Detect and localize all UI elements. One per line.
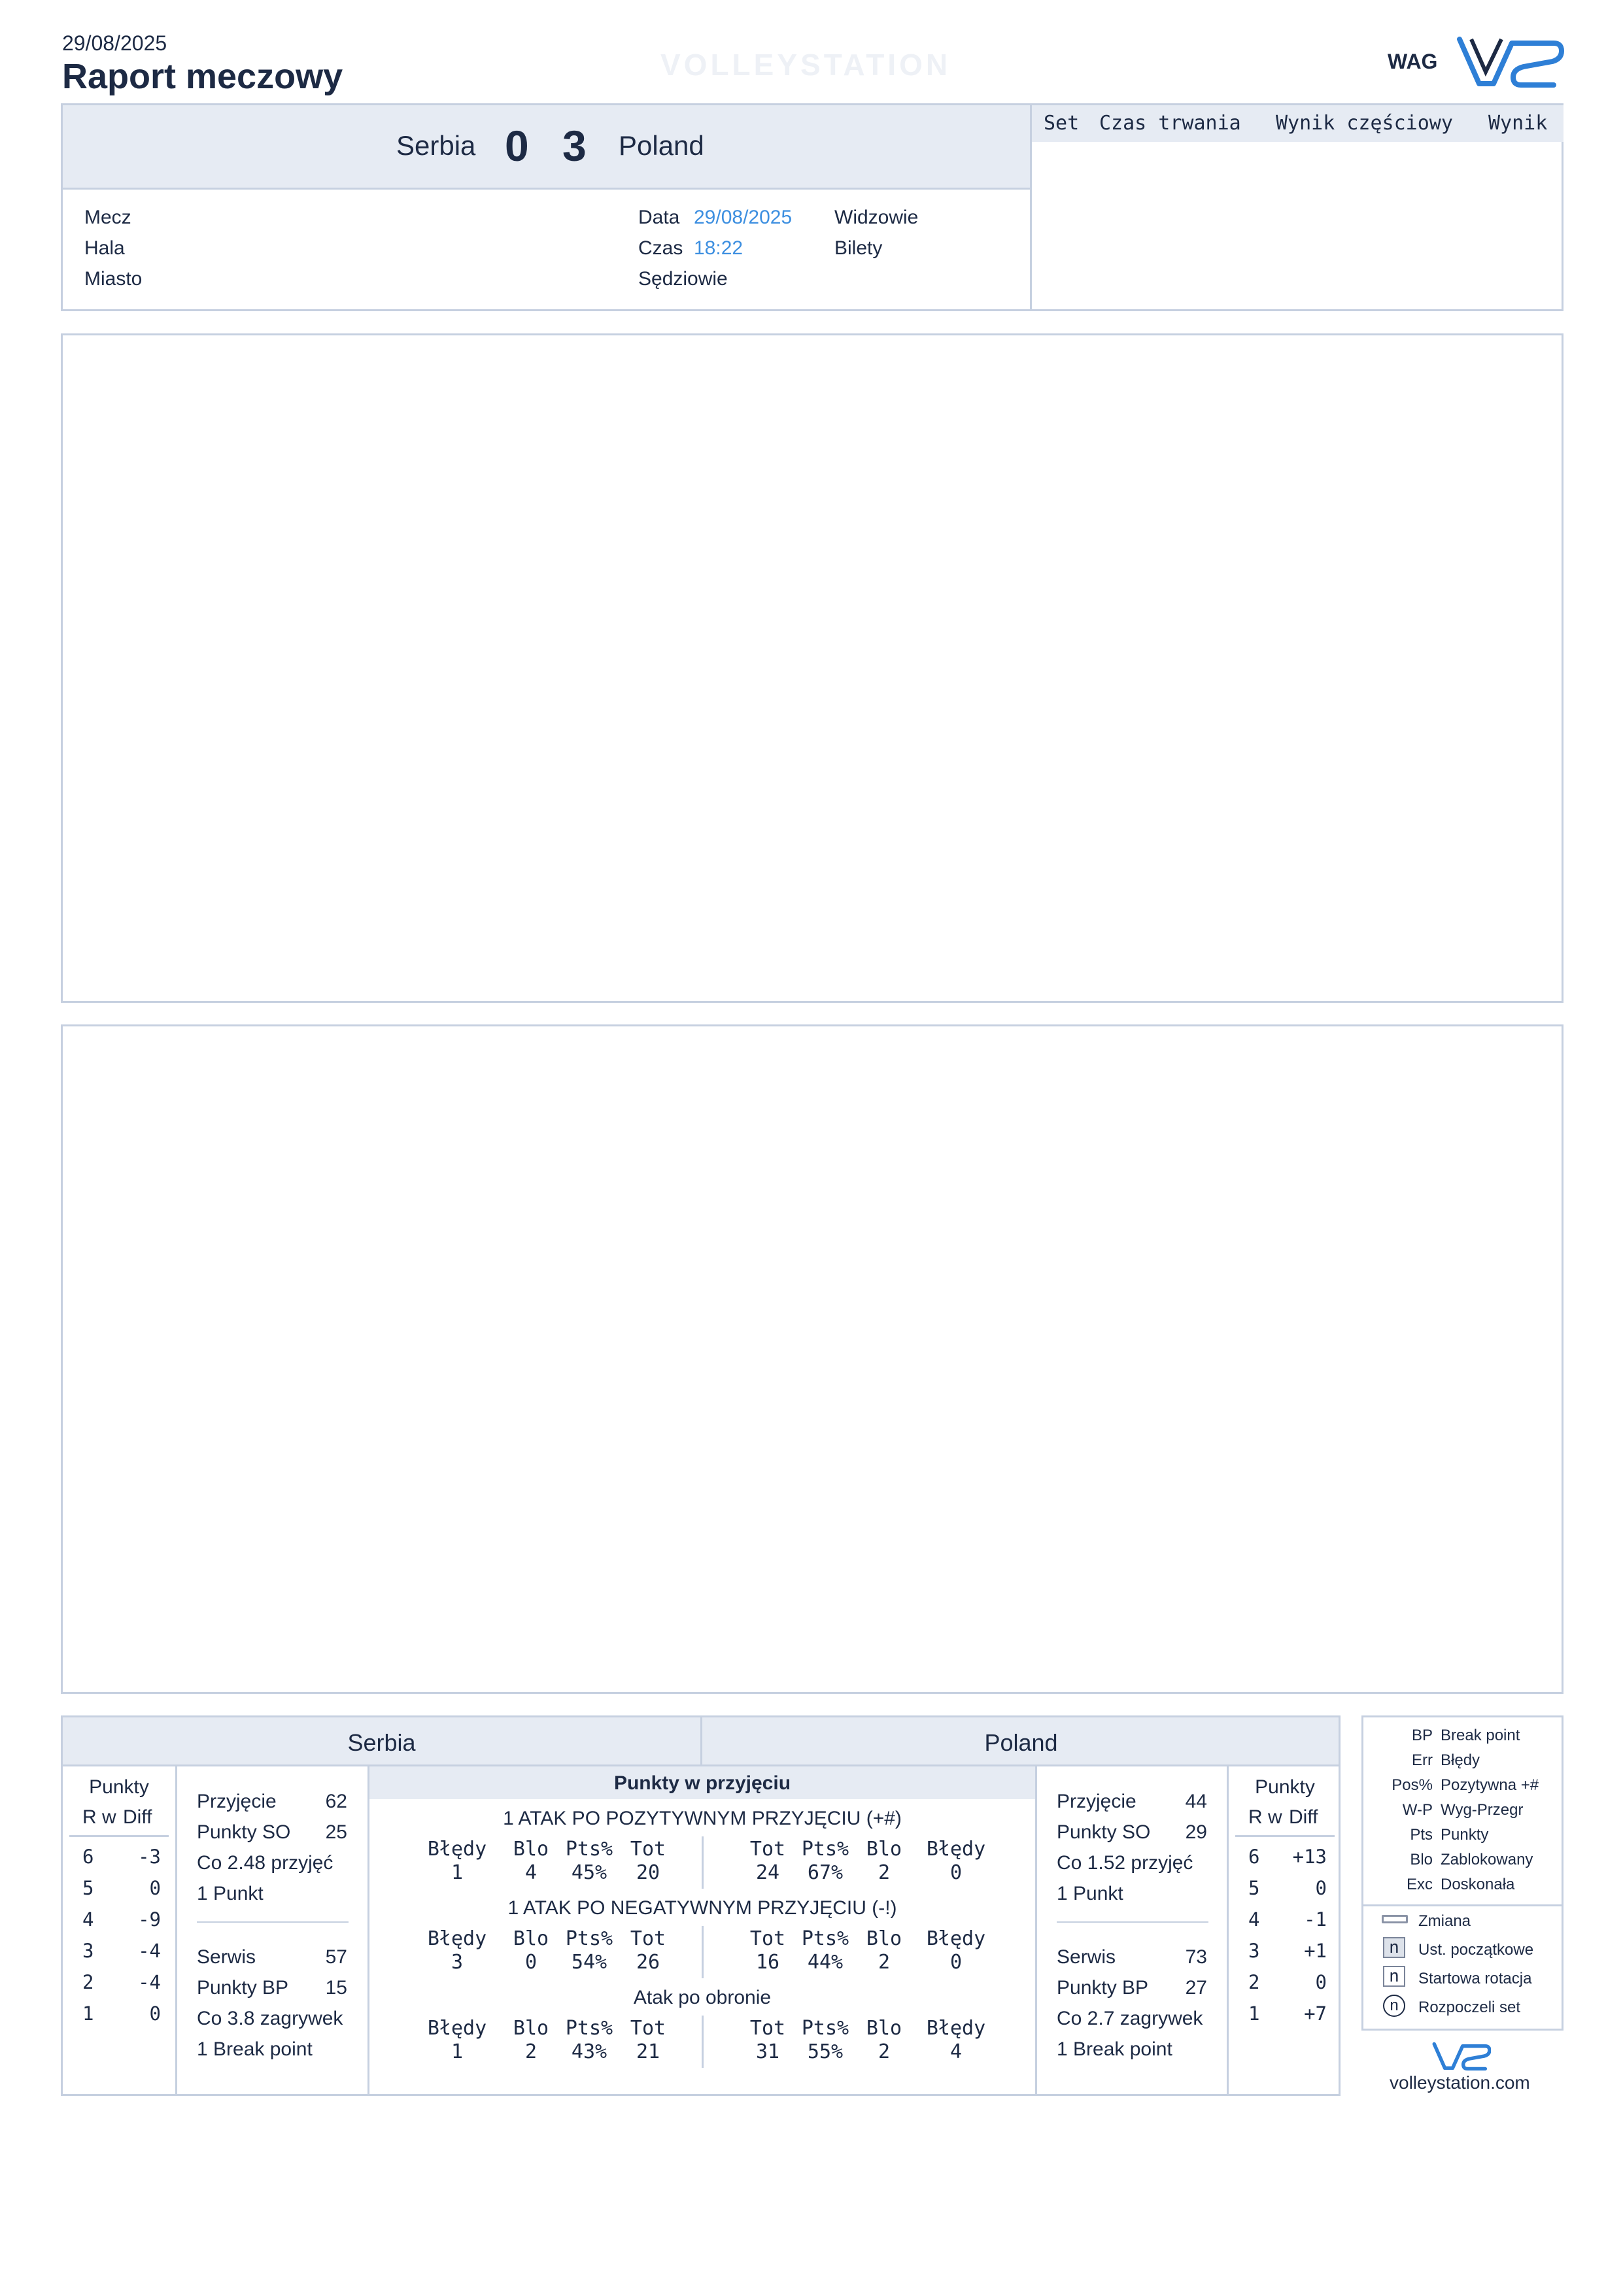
section-right-header: Blo (866, 2017, 902, 2040)
section-left-value: 20 (636, 1861, 660, 1884)
reception-section-title: 1 ATAK PO NEGATYWNYM PRZYJĘCIU (-!) (507, 1897, 897, 1919)
sets-col-set: Set (1044, 112, 1080, 135)
rotation-rw: R w (82, 1806, 116, 1828)
rotation-diff: Diff (1289, 1806, 1318, 1828)
section-left-value: 43% (571, 2040, 607, 2063)
section-right-header: Pts% (801, 1838, 849, 1861)
section-right-header: Błędy (926, 1838, 986, 1861)
section-right-value: 67% (807, 1861, 844, 1884)
legend-ust: Ust. początkowe (1418, 1941, 1534, 1959)
away-team-name: Poland (619, 130, 704, 161)
section-right-value: 31 (755, 2040, 780, 2063)
so-points-label: Punkty SO (197, 1821, 291, 1843)
section-right-value: 16 (755, 1951, 780, 1974)
so-ratio: Co 1.52 przyjęć (1057, 1852, 1193, 1874)
label-data: Data (638, 207, 680, 228)
section-left-header: Błędy (427, 2017, 487, 2040)
sets-col-result: Wynik (1488, 112, 1548, 135)
footer-site: volleystation.com (1390, 2072, 1530, 2093)
section-right-value: 2 (878, 1951, 891, 1974)
rotation-number: 5 (82, 1877, 94, 1899)
legend-desc: Pozytywna +# (1441, 1776, 1539, 1794)
match-date-value: 29/08/2025 (694, 207, 793, 228)
legend-box (1361, 1715, 1563, 2031)
rotation-diff-value: 0 (149, 2002, 161, 2025)
section-left-header: Pts% (565, 2017, 613, 2040)
legend-abbr: Err (1412, 1751, 1433, 1769)
rotation-diff-value: -4 (138, 1940, 161, 1962)
legend-substitution-marker (1382, 1915, 1408, 1923)
section-left-header: Tot (630, 2017, 666, 2040)
brand-code: WAG (1388, 50, 1438, 73)
label-miasto: Miasto (84, 268, 143, 290)
section-right-value: 2 (878, 1861, 891, 1884)
rotation-number: 4 (1248, 1908, 1260, 1931)
legend-desc: Doskonała (1441, 1876, 1515, 1893)
so-przyjecie-value: 62 (325, 1791, 347, 1812)
rotation-number: 1 (1248, 2002, 1260, 2025)
section-right-header: Błędy (926, 1927, 986, 1950)
rotation-diff-value: +1 (1304, 1940, 1327, 1962)
so-przyjecie-label: Przyjęcie (1057, 1791, 1136, 1812)
so-przyjecie-value: 44 (1185, 1791, 1207, 1812)
section-left-header: Blo (513, 2017, 549, 2040)
reception-section-title: Atak po obronie (633, 1987, 772, 2008)
rotation-diff-value: 0 (1315, 1877, 1327, 1899)
bp-points-label: Punkty BP (197, 1977, 289, 1999)
bp-points-value: 27 (1185, 1977, 1207, 1999)
so-ratio-unit: 1 Punkt (1057, 1883, 1123, 1904)
section-left-value: 1 (451, 1861, 464, 1884)
home-sets: 0 (505, 122, 529, 170)
match-time-value: 18:22 (694, 237, 743, 259)
rotation-diff-value: -3 (138, 1846, 161, 1868)
section-right-header: Blo (866, 1927, 902, 1950)
report-date: 29/08/2025 (62, 31, 167, 55)
section-left-value: 1 (451, 2040, 464, 2063)
rotation-number: 2 (1248, 1971, 1260, 1993)
legend-desc: Błędy (1441, 1751, 1480, 1769)
label-widzowie: Widzowie (834, 207, 919, 228)
page-title: Raport meczowy (62, 57, 343, 96)
section-left-value: 21 (636, 2040, 660, 2063)
summary-box (61, 1715, 1341, 2096)
rotation-diff-value: +7 (1304, 2002, 1327, 2025)
so-ratio-unit: 1 Punkt (197, 1883, 264, 1904)
legend-starting-rotation-box: n (1383, 1966, 1405, 1987)
footer-logo (1432, 2040, 1491, 2074)
label-bilety: Bilety (834, 237, 883, 259)
match-info-box (61, 103, 1563, 311)
section-left-value: 26 (636, 1951, 660, 1974)
section-right-header: Pts% (801, 2017, 849, 2040)
section-right-value: 24 (755, 1861, 780, 1884)
bp-serwis-label: Serwis (1057, 1946, 1116, 1968)
so-przyjecie-label: Przyjęcie (197, 1791, 277, 1812)
watermark: VOLLEYSTATION (660, 48, 951, 82)
section-left-header: Błędy (427, 1838, 487, 1861)
so-points-label: Punkty SO (1057, 1821, 1151, 1843)
legend-rozp: Rozpoczeli set (1418, 1999, 1521, 2016)
rotation-diff-value: -1 (1304, 1908, 1327, 1931)
bp-serwis-label: Serwis (197, 1946, 256, 1968)
bp-points-label: Punkty BP (1057, 1977, 1149, 1999)
legend-abbr: Pos% (1392, 1776, 1433, 1794)
legend-abbr: BP (1411, 1727, 1433, 1744)
section-left-header: Blo (513, 1927, 549, 1950)
section-left-header: Blo (513, 1838, 549, 1861)
summary-home-name: Serbia (347, 1729, 416, 1756)
rotation-number: 2 (82, 1971, 94, 1993)
legend-desc: Punkty (1441, 1826, 1489, 1844)
reception-section-title: 1 ATAK PO POZYTYWNYM PRZYJĘCIU (+#) (503, 1808, 902, 1829)
section-right-header: Tot (749, 2017, 786, 2040)
so-points-value: 29 (1185, 1821, 1207, 1843)
legend-zmiana: Zmiana (1418, 1912, 1471, 1930)
legend-abbr: W-P (1402, 1801, 1433, 1819)
sets-col-duration: Czas trwania (1099, 112, 1241, 135)
legend-abbr: Pts (1410, 1826, 1433, 1844)
rotation-diff-value: -9 (138, 1908, 161, 1931)
rotation-diff-value: -4 (138, 1971, 161, 1993)
legend-desc: Zablokowany (1441, 1851, 1533, 1868)
home-team-name: Serbia (396, 130, 476, 161)
bp-serwis-value: 73 (1185, 1946, 1207, 1968)
volleystation-logo (1456, 33, 1564, 93)
section-left-value: 45% (571, 1861, 607, 1884)
rotation-diff-value: 0 (149, 1877, 161, 1899)
reception-points-title: Punkty w przyjęciu (613, 1772, 791, 1794)
rotation-number: 6 (82, 1846, 94, 1868)
rotation-number: 1 (82, 2002, 94, 2025)
rotation-number: 6 (1248, 1846, 1260, 1868)
serbia-stats-table (61, 333, 1563, 1003)
section-left-header: Pts% (565, 1838, 613, 1861)
so-points-value: 25 (325, 1821, 347, 1843)
summary-away-name: Poland (984, 1729, 1058, 1756)
section-right-header: Błędy (926, 2017, 986, 2040)
section-left-value: 0 (524, 1951, 538, 1974)
legend-abbr: Blo (1410, 1851, 1433, 1868)
rotation-rw: R w (1248, 1806, 1282, 1828)
section-left-header: Tot (630, 1927, 666, 1950)
section-left-value: 4 (524, 1861, 538, 1884)
section-left-header: Tot (630, 1838, 666, 1861)
legend-start: Startowa rotacja (1418, 1970, 1532, 1987)
rotation-header: Punkty (89, 1776, 149, 1798)
bp-ratio: Co 2.7 zagrywek (1057, 2008, 1203, 2029)
so-ratio: Co 2.48 przyjęć (197, 1852, 333, 1874)
bp-points-value: 15 (325, 1977, 347, 1999)
section-right-header: Blo (866, 1838, 902, 1861)
away-sets: 3 (562, 122, 587, 170)
section-left-value: 54% (571, 1951, 607, 1974)
label-sedziowie: Sędziowie (638, 268, 728, 290)
legend-desc: Wyg-Przegr (1441, 1801, 1524, 1819)
bp-ratio-unit: 1 Break point (1057, 2038, 1172, 2060)
section-left-value: 2 (524, 2040, 538, 2063)
section-right-value: 0 (949, 1861, 963, 1884)
label-mecz: Mecz (84, 207, 131, 228)
rotation-diff: Diff (123, 1806, 152, 1828)
section-right-value: 55% (807, 2040, 844, 2063)
section-right-value: 44% (807, 1951, 844, 1974)
bp-serwis-value: 57 (325, 1946, 347, 1968)
label-hala: Hala (84, 237, 125, 259)
section-right-header: Tot (749, 1838, 786, 1861)
rotation-number: 5 (1248, 1877, 1260, 1899)
section-right-value: 4 (949, 2040, 963, 2063)
section-left-header: Pts% (565, 1927, 613, 1950)
rotation-number: 4 (82, 1908, 94, 1931)
legend-abbr: Exc (1406, 1876, 1433, 1893)
poland-stats-table (61, 1024, 1563, 1694)
rotation-number: 3 (1248, 1940, 1260, 1962)
rotation-number: 3 (82, 1940, 94, 1962)
rotation-diff-value: 0 (1315, 1971, 1327, 1993)
section-right-header: Tot (749, 1927, 786, 1950)
bp-ratio-unit: 1 Break point (197, 2038, 313, 2060)
section-right-value: 0 (949, 1951, 963, 1974)
label-czas: Czas (638, 237, 683, 259)
rotation-header: Punkty (1255, 1776, 1315, 1798)
bp-ratio: Co 3.8 zagrywek (197, 2008, 343, 2029)
section-left-header: Błędy (427, 1927, 487, 1950)
sets-col-partial: Wynik częściowy (1276, 112, 1453, 135)
legend-starting-box: n (1383, 1937, 1405, 1958)
section-right-header: Pts% (801, 1927, 849, 1950)
section-left-value: 3 (451, 1951, 464, 1974)
rotation-diff-value: +13 (1292, 1846, 1327, 1868)
legend-desc: Break point (1441, 1727, 1520, 1744)
legend-circled-set: n (1383, 1995, 1405, 2017)
section-right-value: 2 (878, 2040, 891, 2063)
